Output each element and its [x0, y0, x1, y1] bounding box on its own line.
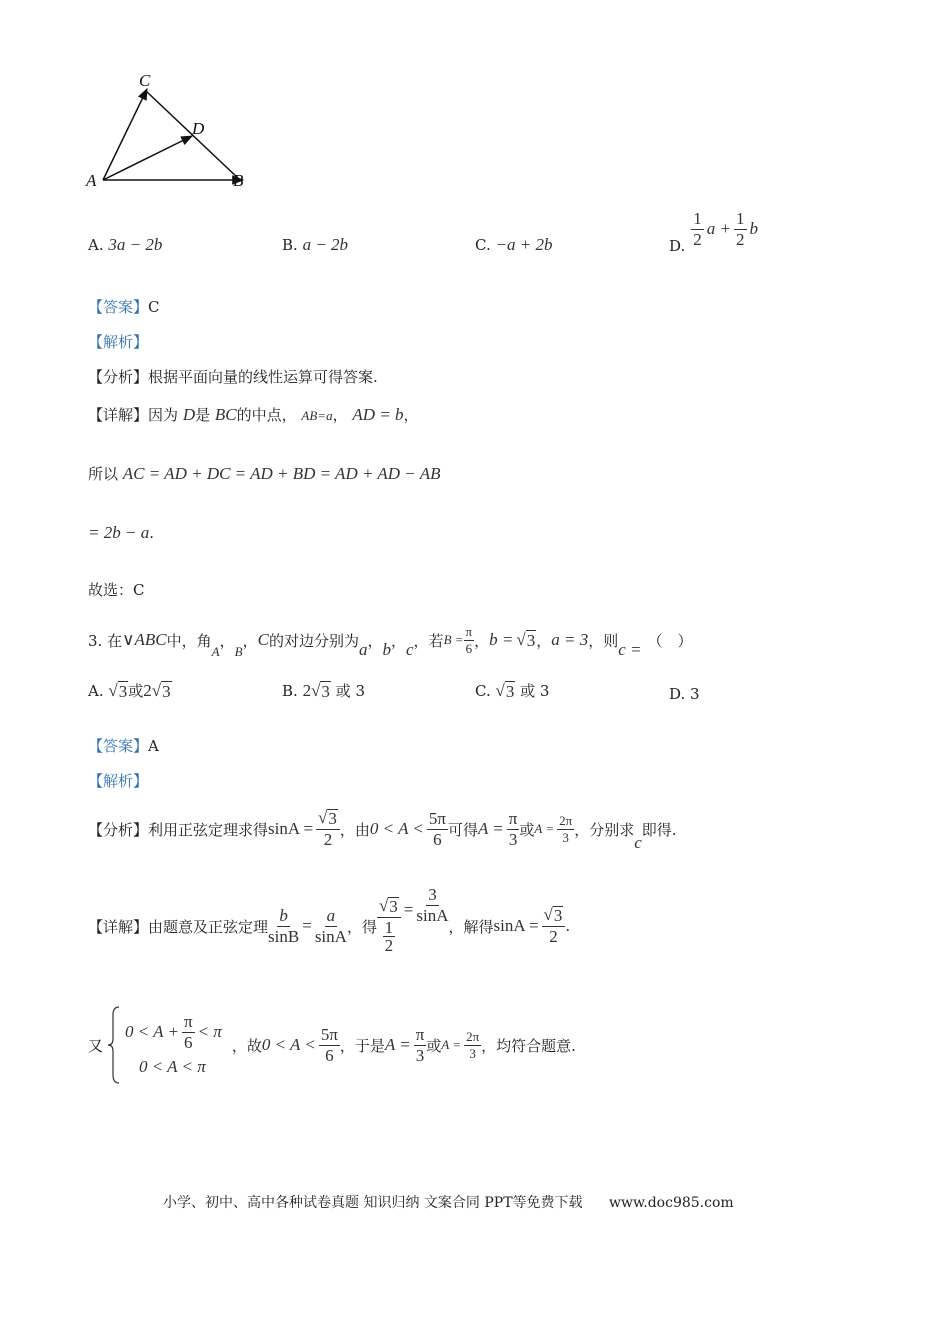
sqrt-3: √ 3 [311, 681, 330, 701]
q3-option-c: C. √ 3 或 3 [475, 681, 550, 701]
sqrt-3: √ 3 [495, 681, 515, 701]
q3-option-d: D. 3 [669, 685, 700, 703]
fraction-pi-3: $\frac{\pi}{3}$ [415, 1024, 425, 1065]
label-D: D [192, 119, 205, 138]
q3-analysis-heading: 【解析】 [88, 772, 149, 790]
fraction-pi-6: $\frac{\pi}{6}$ [183, 1011, 193, 1052]
label-B: B [233, 171, 244, 190]
q2-detail-line1: 【详解】因为 D是 BC的中点， AB=a， AD = b， [88, 405, 419, 424]
fraction-3-sinA: $\frac{3}{\sin A}$ [416, 885, 449, 925]
sqrt-3: √ 3 [516, 629, 536, 650]
q2-option-a: A. 3a − 2b [88, 235, 163, 254]
vector-AD [103, 136, 192, 180]
fraction-b-sinB: $\frac{b}{\sin B}$ [268, 905, 300, 946]
sqrt-3: √ 3 [151, 681, 171, 701]
q3-stem: 3. 在 ∨ABC 中，角 A ， B ， C 的对边分别为 a ， b ， c ，若 B = $\frac{\pi}{6}$ ， b = √ 3 ， a = 3 ，则 c = （ ） [88, 623, 693, 659]
label-C: C [139, 71, 151, 90]
q2-detail-line3: = 2b − a. [88, 523, 154, 542]
system-lines: 0 < A + $\frac{\pi}{6}$ < π 0 < A < π [125, 1011, 222, 1077]
left-brace [107, 1005, 121, 1085]
q2-option-b: B. a − 2b [282, 235, 349, 254]
q3-answer: 【答案】A [88, 737, 159, 755]
vector-AC [103, 89, 147, 180]
q3-option-b: B. 2√ 3 或 3 [282, 681, 366, 701]
q3-option-a: A. √ 3 或2√ 3 [88, 681, 171, 701]
fraction-a-sinA: $\frac{a}{\sin A}$ [314, 905, 347, 946]
label-A: A [86, 171, 97, 190]
fraction-5pi-6: $\frac{5\pi}{6}$ [428, 808, 446, 849]
fraction-sqrt3-2: √ 3 2 [542, 906, 566, 946]
q2-conclusion: 故选：C [88, 581, 145, 599]
footer-link[interactable]: www.doc985.com [608, 1195, 734, 1211]
fraction-2pi-3: $\frac{2\pi}{3}$ [559, 812, 573, 845]
triangle-figure [80, 65, 260, 195]
fraction-sqrt3-2: √ 3 2 [316, 809, 340, 849]
fraction-2pi-3: $\frac{2\pi}{3}$ [466, 1028, 480, 1061]
fraction-pi-6: $\frac{\pi}{6}$ [465, 623, 473, 656]
fraction-5pi-6: $\frac{5\pi}{6}$ [320, 1024, 338, 1065]
fraction-pi-3: $\frac{\pi}{3}$ [508, 808, 518, 849]
q2-analysis-heading: 【解析】 [88, 333, 149, 351]
fraction-half: $\frac{1}{2}$ [693, 208, 702, 249]
q2-detail-line2: 所以 AC = AD + DC = AD + BD = AD + AD − AB [88, 464, 441, 483]
q3-fenxi: 【分析】 利用正弦定理求得 sinA = √ 3 2 ，由 0 < A < $\frac{5\pi}{6}$ 可得 A = $\frac{\pi}{3}$ 或 A = $\frac{2\pi}{3}$ ，分别求 c 即得. [88, 808, 677, 852]
q2-option-d: D. $\frac{1}{2}$ a + $\frac{1}{2}$ b [669, 208, 758, 255]
q3-system: 又 0 < A + $\frac{\pi}{6}$ < π 0 < A < π ，故 0 < A < $\frac{5\pi}{6}$ ，于是 A = $\frac{\pi}{3}$ 或 A = $\frac{2\pi}{3}$ ，均符合题意. [88, 1000, 576, 1090]
q2-answer: 【答案】C [88, 298, 160, 316]
sqrt-3: √ 3 [108, 681, 128, 701]
q3-detail: 【详解】 由题意及正弦定理 $\frac{b}{\sin B}$ = $\frac{a}{\sin A}$ ，得 √ 3 1 2 = $\frac{3}{\sin A}$ ，解得 sinA = √ 3 2 . [88, 885, 571, 956]
q2-fenxi: 【分析】根据平面向量的线性运算可得答案. [88, 368, 378, 386]
footer-text: 小学、初中、高中各种试卷真题 知识归纳 文案合同 PPT等免费下载 [163, 1195, 583, 1211]
q2-option-c: C. −a + 2b [475, 235, 553, 254]
fraction-half: $\frac{1}{2}$ [736, 208, 745, 249]
page-footer [163, 1192, 734, 1212]
compound-fraction: √ 3 1 2 [377, 897, 401, 956]
